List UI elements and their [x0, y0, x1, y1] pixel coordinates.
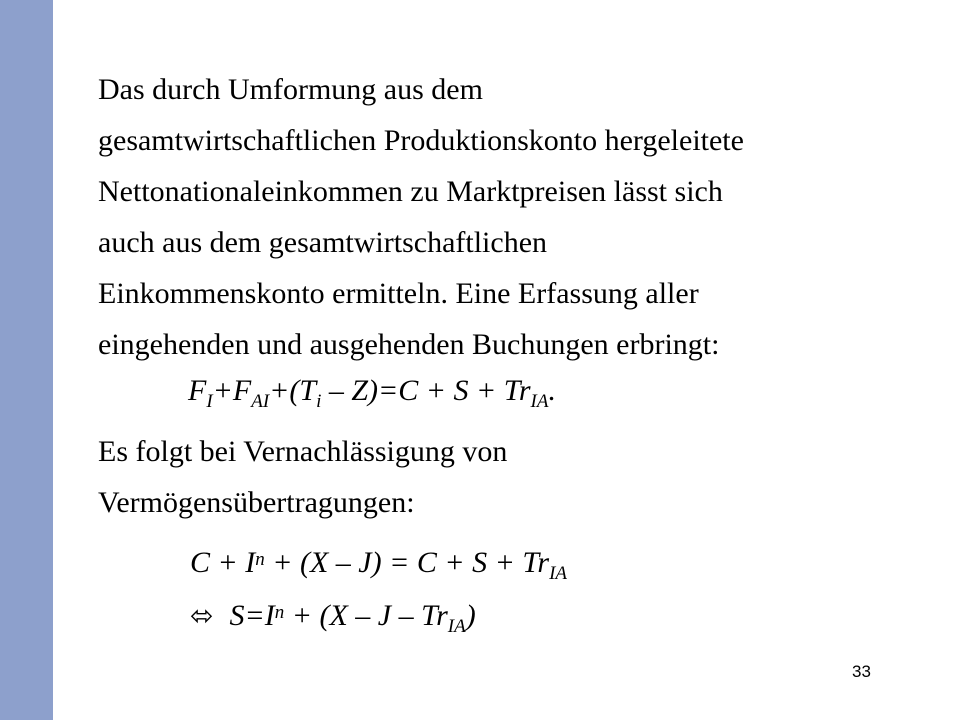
- text-line: gesamtwirtschaftlichen Produktionskonto hergeleitete: [98, 124, 744, 157]
- equation-savings: ⬄ $S=I^n + (X - J - Tr_{IA})$: [190, 599, 476, 637]
- equivalence-arrow-icon: ⬄: [190, 599, 214, 632]
- text-line: Einkommenskonto ermitteln. Eine Erfassung aller: [98, 277, 699, 310]
- text-line: Es folgt bei Vernachlässigung von: [98, 435, 508, 468]
- page-number: 33: [852, 662, 871, 681]
- paragraph-1: [98, 64, 898, 370]
- text-line: eingehenden und ausgehenden Buchungen erbringt:: [98, 328, 720, 361]
- text-line: auch aus dem gesamtwirtschaftlichen: [98, 226, 548, 259]
- sidebar-band: [0, 0, 53, 720]
- paragraph-2: [98, 426, 898, 528]
- text-line: Das durch Umformung aus dem: [98, 73, 483, 106]
- equation-expenditure: $C + I^n + (X - J) = C + S + Tr_{IA}$: [190, 546, 567, 584]
- text-line: Vermögensübertragungen:: [98, 486, 415, 519]
- text-line: Nettonationaleinkommen zu Marktpreisen lässt sich: [98, 175, 723, 208]
- equation-income-account: $F_I+F_{AI}+(T_i - Z)=C + S + Tr_{IA}$.: [188, 374, 556, 412]
